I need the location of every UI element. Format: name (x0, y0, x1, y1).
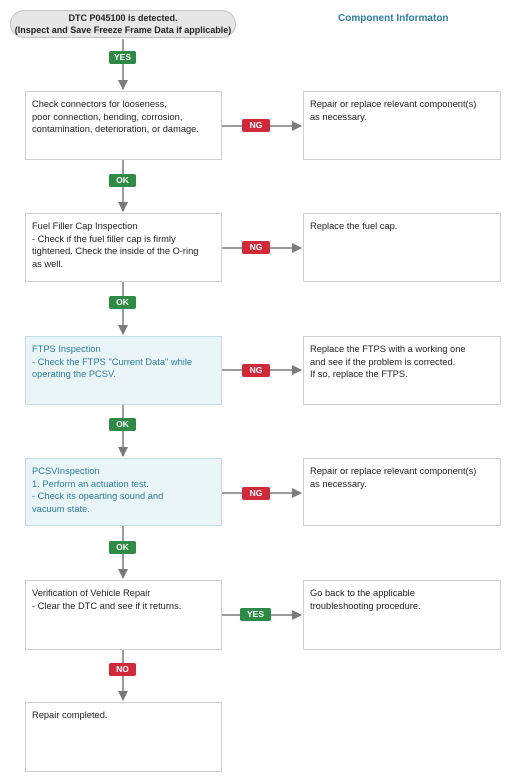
step-verification-repair: Verification of Vehicle Repair - Clear the DTC and see if it returns. (25, 580, 222, 650)
result-troubleshooting: Go back to the applicable troubleshooting procedure. (303, 580, 501, 650)
component-information-header: Component Informaton (338, 13, 449, 24)
step4-ok-badge: OK (109, 541, 136, 554)
start-yes-badge: YES (109, 51, 136, 64)
step1-ng-badge: NG (242, 119, 270, 132)
final-repair-completed: Repair completed. (25, 702, 222, 772)
step-fuel-filler-cap: Fuel Filler Cap Inspection - Check if the fuel filler cap is firmly tightened. Check the inside of the O-ring as well. (25, 213, 222, 282)
result-replace-fuel-cap: Replace the fuel cap. (303, 213, 501, 282)
step2-ok-badge: OK (109, 296, 136, 309)
start-line-2: (Inspect and Save Freeze Frame Data if applicable) (14, 25, 232, 35)
step1-ok-badge: OK (109, 174, 136, 187)
result-repair-component-1: Repair or replace relevant component(s) as necessary. (303, 91, 501, 160)
step4-ng-badge: NG (242, 487, 270, 500)
step5-yes-badge: YES (240, 608, 271, 621)
step-ftps-inspection: FTPS Inspection - Check the FTPS "Current Data" while operating the PCSV. (25, 336, 222, 405)
start-line-1: DTC P045100 is detected. (68, 13, 178, 23)
step-pcsv-inspection: PCSVInspection 1. Perform an actuation test. - Check its opearting sound and vacuum state. (25, 458, 222, 526)
step5-no-badge: NO (109, 663, 136, 676)
step3-ng-badge: NG (242, 364, 270, 377)
step3-ok-badge: OK (109, 418, 136, 431)
result-repair-component-2: Repair or replace relevant component(s) as necessary. (303, 458, 501, 526)
step2-ng-badge: NG (242, 241, 270, 254)
result-replace-ftps: Replace the FTPS with a working one and see if the problem is corrected. If so, replace the FTPS. (303, 336, 501, 405)
start-node (10, 10, 236, 38)
step-check-connectors: Check connectors for looseness, poor connection, bending, corrosion, contamination, deterioration, or damage. (25, 91, 222, 160)
